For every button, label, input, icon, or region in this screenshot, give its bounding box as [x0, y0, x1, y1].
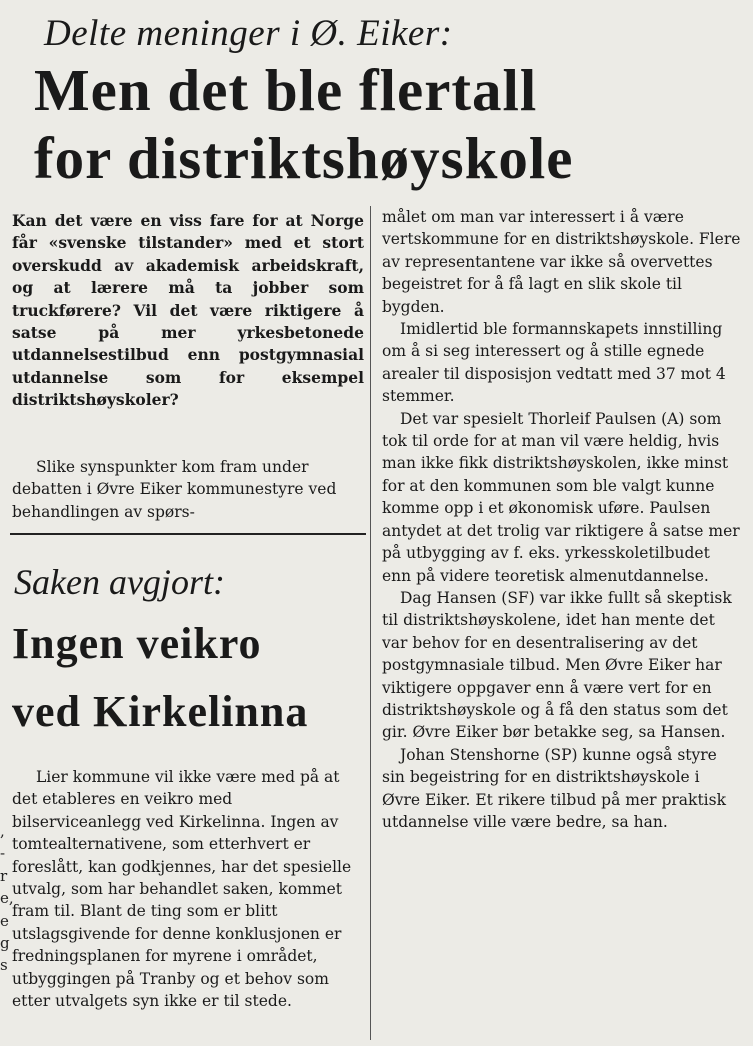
column2-paragraph: målet om man var interessert i å være vertskommune for en distriktshøyskole. Flere av representantene var ikke så overvettes begeistret for å få lagt en slik skole til bygden.: [382, 208, 741, 316]
edge-fragment: s: [0, 956, 8, 975]
edge-fragment: r: [0, 866, 8, 885]
edge-fragment: ,: [0, 822, 5, 840]
article-divider: [10, 533, 366, 535]
column2-paragraph: Det var spesielt Thorleif Paulsen (A) som tok til orde for at man vil være heldig, hvis man ikke fikk distriktshøyskolen, ikke minst for at den kommunen som ble valgt kunne komme opp i et økonomisk uføre. Paulsen antydet at det trolig var riktigere å satse mer på utbygging av f. eks. yrkesskoletilbudet enn på videre teoretisk almenutdannelse.: [382, 409, 740, 585]
article1-body-left: [12, 456, 364, 523]
column-rule: [370, 206, 371, 1040]
article1-headline-line2: for distriktshøyskole: [34, 125, 574, 191]
article2-headline-line1: Ingen veikro: [12, 619, 262, 668]
article2-body-paragraph: Lier kommune vil ikke være med på at det etableres en veikro med bilserviceanlegg ved Kirkelinna. Ingen av tomtealternativene, som etterhvert er foreslått, kan godkjennes, har det spesielle utvalg, som har behandlet saken, kommet fram til. Blant de ting som er blitt utslagsgivende for denne konklusjonen er fredningsplanen for myrene i området, utbyggingen på Tranby og et behov som etter utvalgets syn ikke er til stede.: [12, 768, 352, 1011]
article1-lead: [12, 210, 364, 412]
article1-headline-line1: Men det ble flertall: [34, 57, 538, 123]
column2-paragraph: Imidlertid ble formannskapets innstilling om å si seg interessert og å stille egnede arealer til disposisjon vedtatt med 37 mot 4 stemmer.: [382, 320, 726, 406]
cropped-column-edge: [0, 820, 12, 977]
article1-lead-paragraph: Kan det være en viss fare for at Norge får «svenske tilstander» med et stort overskudd av akademisk arbeidskraft, og at lærere må ta jobber som truckførere? Vil det være riktigere å satse på mer yrkesbetonede utdannelsestilbud enn postgymnasial utdannelse som for eksempel distriktshøyskoler?: [12, 211, 364, 410]
article1-kicker: Delte meninger i Ø. Eiker:: [44, 13, 453, 54]
article1-body-paragraph: Slike synspunkter kom fram under debatten i Øvre Eiker kommunestyre ved behandlingen av spørs-: [12, 458, 337, 521]
article2-headline-line2: ved Kirkelinna: [12, 687, 309, 736]
article1-column2: [382, 206, 742, 833]
edge-fragment: g: [0, 933, 10, 952]
article2-body: [12, 766, 364, 1012]
edge-fragment: -: [0, 844, 6, 863]
edge-fragment: e: [0, 911, 9, 930]
column2-paragraph: Johan Stenshorne (SP) kunne også styre sin begeistring for en distriktshøyskole i Øvre Eiker. Et rikere tilbud på mer praktisk utdannelse ville være bedre, sa han.: [382, 745, 726, 831]
column2-paragraph: Dag Hansen (SF) var ikke fullt så skeptisk til distriktshøyskolene, idet han mente det var behov for en desentralisering av det postgymnasiale tilbud. Men Øvre Eiker har viktigere oppgaver enn å være vert for en distriktshøyskole og å få den status som det gir. Øvre Eiker bør betakke seg, sa Hansen.: [382, 588, 732, 742]
article2-headline: [12, 610, 368, 746]
article2-kicker: Saken avgjort:: [14, 562, 225, 602]
edge-fragment: e,: [0, 889, 14, 908]
article1-headline: [34, 56, 734, 192]
